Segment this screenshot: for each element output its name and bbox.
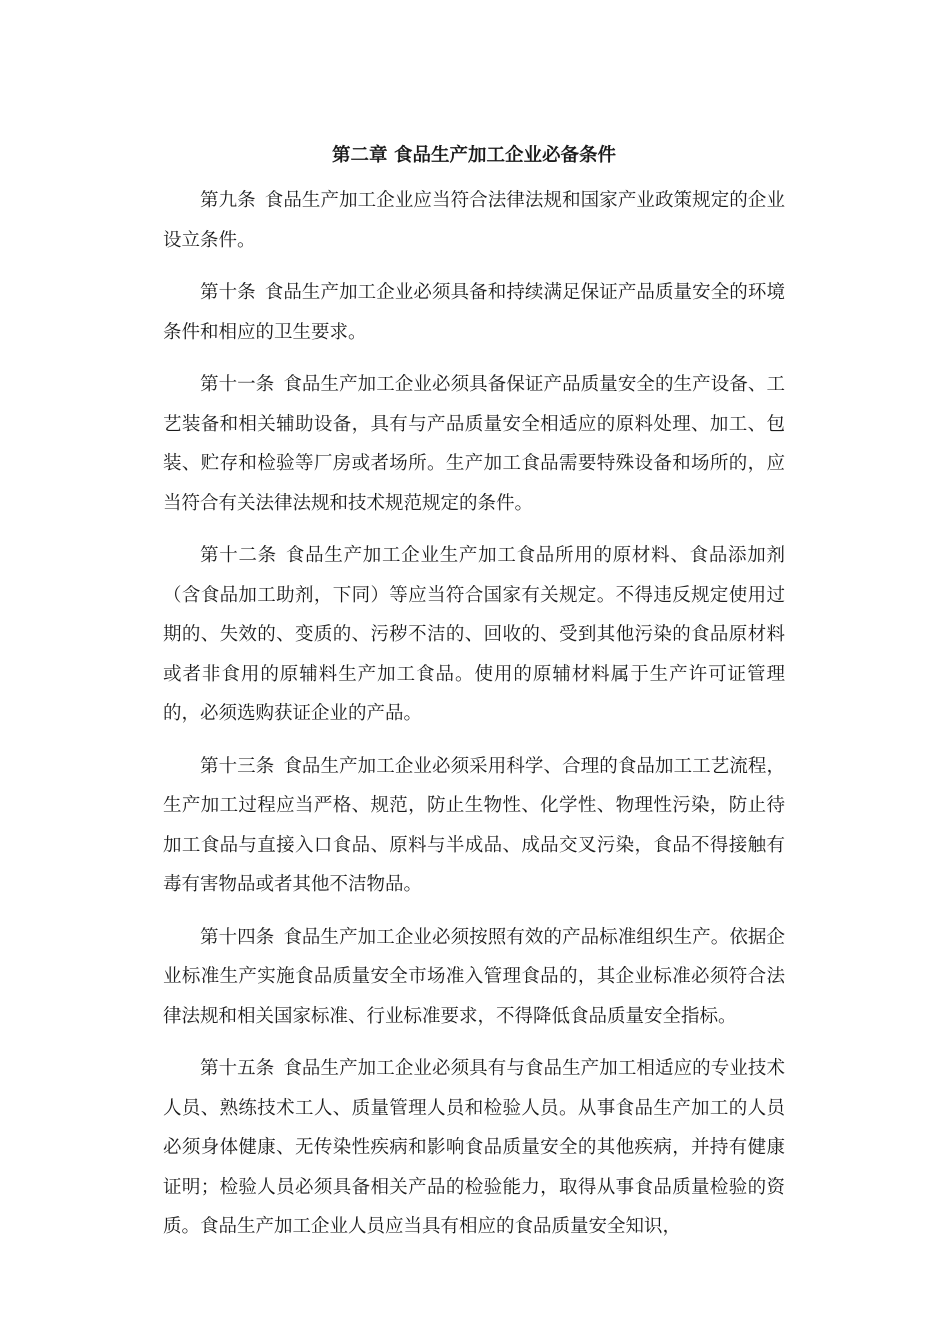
document-body	[163, 142, 785, 1260]
article-number: 第十四条	[200, 926, 275, 948]
article-12	[163, 536, 785, 734]
article-10	[163, 273, 785, 352]
article-9	[163, 181, 785, 260]
article-14	[163, 918, 785, 1037]
article-11	[163, 365, 785, 523]
article-number: 第十二条	[200, 545, 277, 566]
article-text: 食品生产加工企业必须具备保证产品质量安全的生产设备、工艺装备和相关辅助设备，具有与产品质量安全相适应的原料处理、加工、包装、贮存和检验等厂房或者场所。生产加工食品需要特殊设备和场所的，应当符合有关法律法规和技术规范规定的条件。	[163, 374, 785, 514]
article-number: 第十三条	[200, 755, 275, 777]
article-number: 第九条	[200, 190, 256, 211]
article-text: 食品生产加工企业生产加工食品所用的原材料、食品添加剂（含食品加工助剂，下同）等应当符合国家有关规定。不得违反规定使用过期的、失效的、变质的、污秽不洁的、回收的、受到其他污染的食品原材料或者非食用的原辅料生产加工食品。使用的原辅材料属于生产许可证管理的，必须选购获证企业的产品。	[163, 545, 785, 724]
article-13	[163, 747, 785, 905]
article-text: 食品生产加工企业必须具有与食品生产加工相适应的专业技术人员、熟练技术工人、质量管理人员和检验人员。从事食品生产加工的人员必须身体健康、无传染性疾病和影响食品质量安全的其他疾病，并持有健康证明；检验人员必须具备相关产品的检验能力，取得从事食品质量检验的资质。食品生产加工企业人员应当具有相应的食品质量安全知识，	[163, 1058, 785, 1237]
article-number: 第十条	[200, 282, 256, 303]
article-number: 第十一条	[200, 374, 275, 395]
article-text: 食品生产加工企业应当符合法律法规和国家产业政策规定的企业设立条件。	[163, 190, 785, 251]
article-number: 第十五条	[200, 1058, 275, 1079]
article-text: 食品生产加工企业必须采用科学、合理的食品加工工艺流程，生产加工过程应当严格、规范，防止生物性、化学性、物理性污染，防止待加工食品与直接入口食品、原料与半成品、成品交叉污染，食品不得接触有毒有害物品或者其他不洁物品。	[163, 755, 785, 895]
article-text: 食品生产加工企业必须具备和持续满足保证产品质量安全的环境条件和相应的卫生要求。	[163, 282, 785, 343]
chapter-title: 第二章 食品生产加工企业必备条件	[332, 145, 616, 166]
article-15	[163, 1049, 785, 1247]
article-text: 食品生产加工企业必须按照有效的产品标准组织生产。依据企业标准生产实施食品质量安全市场准入管理食品的，其企业标准必须符合法律法规和相关国家标准、行业标准要求，不得降低食品质量安全指标。	[163, 926, 785, 1027]
